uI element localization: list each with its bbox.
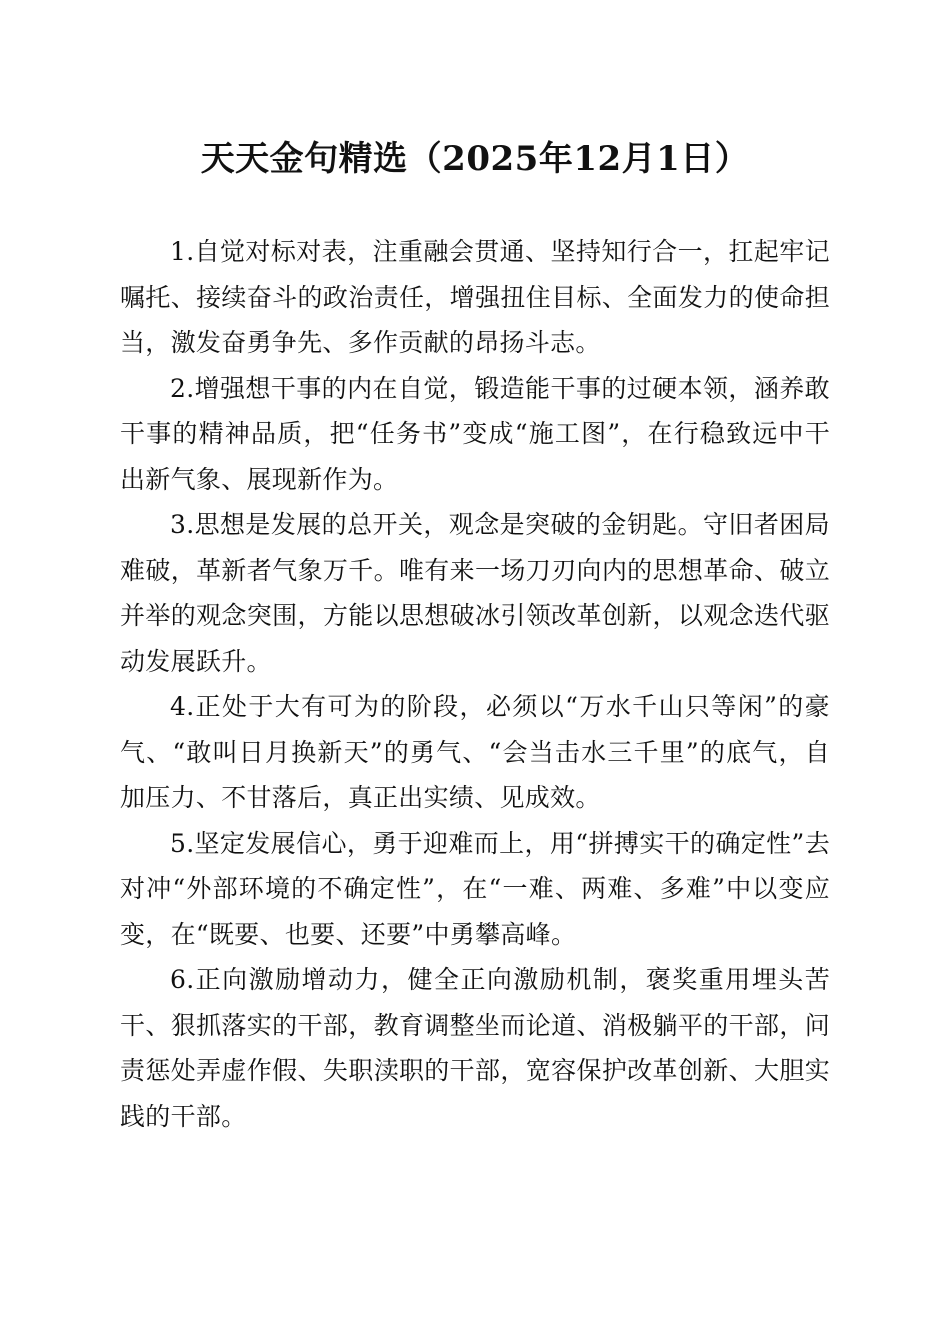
paragraph-4: 4.正处于大有可为的阶段，必须以“万水千山只等闲”的豪气、“敢叫日月换新天”的勇气、“会当击水三千里”的底气，自加压力、不甘落后，真正出实绩、见成效。	[120, 692, 830, 812]
paragraph-2: 2.增强想干事的内在自觉，锻造能干事的过硬本领，涵养敢干事的精神品质，把“任务书”变成“施工图”，在行稳致远中干出新气象、展现新作为。	[120, 373, 830, 494]
paragraph-1: 1.自觉对标对表，注重融会贯通、坚持知行合一，扛起牢记嘱托、接续奋斗的政治责任，增强扭住目标、全面发力的使命担当，激发奋勇争先、多作贡献的昂扬斗志。	[120, 237, 830, 357]
paragraph-3: 3.思想是发展的总开关，观念是突破的金钥匙。守旧者困局难破，革新者气象万千。唯有来一场刀刃向内的思想革命、破立并举的观念突围，方能以思想破冰引领改革创新，以观念迭代驱动发展跃升。	[120, 510, 830, 676]
page-title: 天天金句精选（2025年12月1日）	[200, 139, 750, 179]
paragraph-6: 6.正向激励增动力，健全正向激励机制，褒奖重用埋头苦干、狠抓落实的干部，教育调整坐而论道、消极躺平的干部，问责惩处弄虚作假、失职渎职的干部，宽容保护改革创新、大胆实践的干部。	[120, 965, 830, 1131]
document-body	[120, 229, 830, 1139]
paragraph-5: 5.坚定发展信心，勇于迎难而上，用“拼搏实干的确定性”去对冲“外部环境的不确定性”，在“一难、两难、多难”中以变应变，在“既要、也要、还要”中勇攀高峰。	[120, 828, 830, 949]
